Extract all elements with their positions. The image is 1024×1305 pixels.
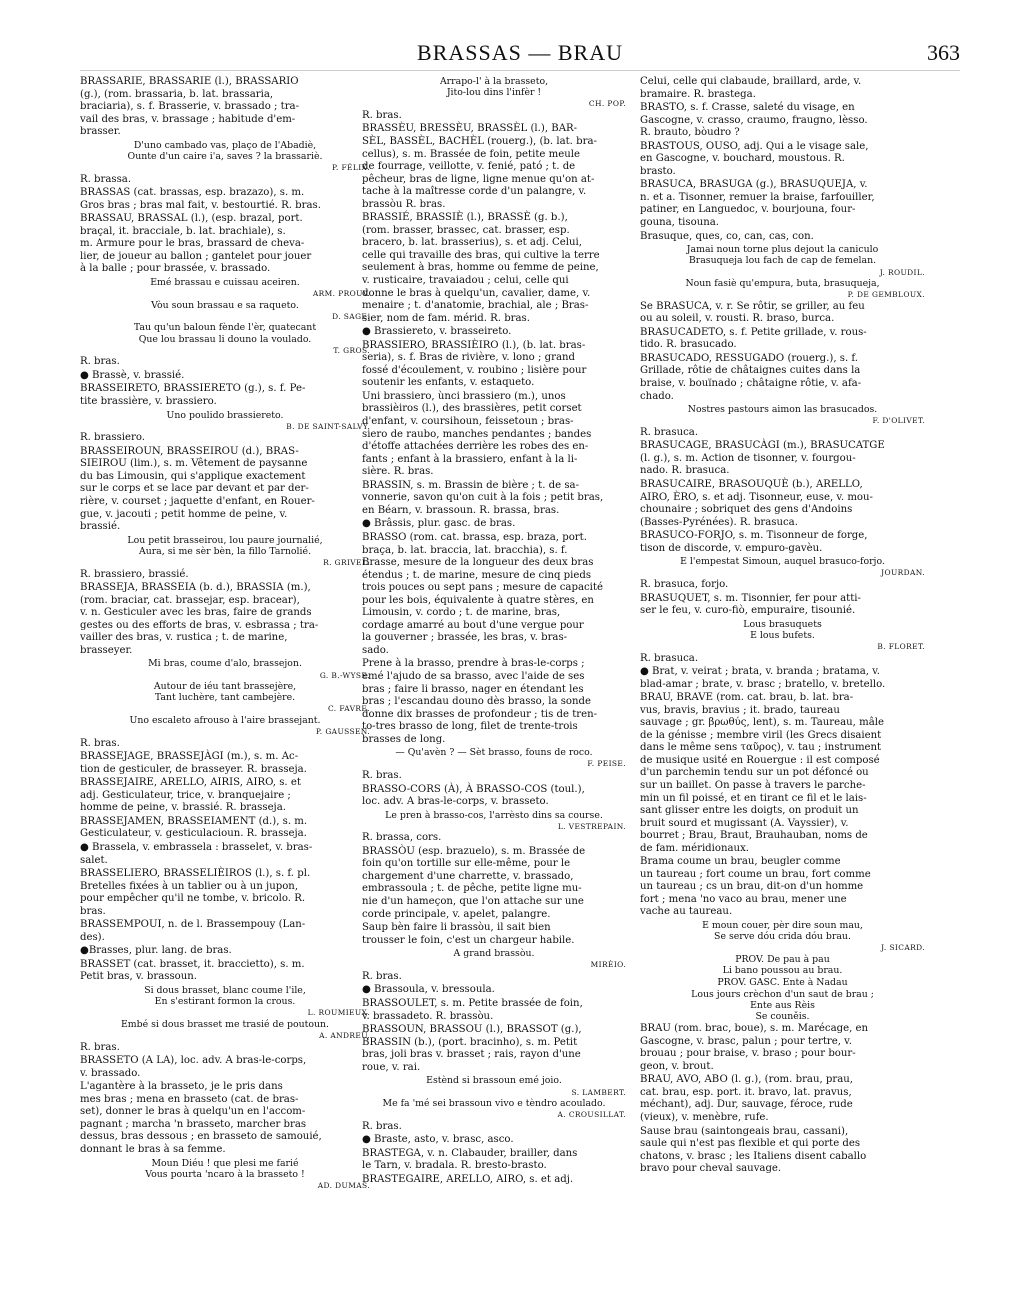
dictionary-entry: BRASUCAIRE, BRASOUQUÈ (b.), ARELLO, AIRO, ÈRO, s. et adj. Tisonneur, euse, v. mou- chounaire ; sobriquet des gens d'Andoins (Basses-Pyrénées). R. brasuca. [640, 478, 873, 528]
dictionary-entry: BRASSEJAIRE, ARELLO, AIRIS, AIRO, s. et adj. Gesticulateur, trice, v. branquejaire ; homme de peine, v. brassié. R. brasseja. [80, 777, 301, 814]
dictionary-entry: Celui, celle qui clabaude, braillard, arde, v. bramaire. R. brastega. [640, 76, 862, 100]
citation-source: J. ROUDIL. [879, 267, 925, 277]
citation-source: B. DE SAINT-SALVY. [286, 421, 370, 431]
dictionary-entry: BRASSOUN, BRASSOU (l.), BRASSOT (g.), BRASSIN (b.), (port. bracinho), s. m. Petit bras, joli bras v. brasset ; rais, rayon d'une roue, v. rai. [362, 1024, 582, 1073]
citation-source: F. D'OLIVET. [872, 416, 925, 426]
citation: Tau qu'un baloun fènde l'èr, quatecant Que lou brassau li douno la voulado. [133, 322, 317, 345]
citation: Estènd si brassoun emé joio. [426, 1075, 562, 1087]
citation: Le pren à brasso-cos, l'arrèsto dins sa course. [385, 809, 603, 821]
citation-source: G. B.-WYSE. [319, 670, 370, 680]
citation: Vòu soun brassau e sa raqueto. [151, 299, 299, 311]
citation-source: L. ROUMIEUX. [307, 1008, 370, 1018]
dictionary-entry: R. brassa. [80, 173, 132, 185]
dictionary-entry: ●Brasses, plur. lang. de bras. [80, 945, 232, 957]
dictionary-entry: ● Brâssis, plur. gasc. de bras. [362, 518, 516, 530]
citation: Noun fasiè qu'empura, buta, brasuqueja, [685, 278, 880, 290]
citation: Jamai noun torne plus dejout la caniculo Brasuqueja lou fach de cap de femelan. [686, 244, 879, 267]
citation: D'uno cambado vas, plaço de l'Abadiè, Ounte d'un caire i'a, saves ? la brassariè. [127, 139, 323, 162]
dictionary-entry: Prene à la brasso, prendre à bras-le-corps ; emé l'ajudo de sa brasso, avec l'aide de ses bras ; faire li brasso, nager en étendant les bras ; l'escandau douno dès brasso, la sonde donne dix brasses de profondeur ; tis de tren- to-tres brasso de long, filet de trente-trois brasses de long. [362, 658, 598, 745]
citation: PROV. De pau à pau Li bano poussou au brau. [722, 953, 843, 977]
citation-source: B. FLORET. [877, 642, 925, 652]
citation: PROV. GASC. Ente à Nadau Lous jours crèchon d'un saut de brau ; Ente aus Rèis Se couněis. [691, 977, 874, 1022]
dictionary-entry: BRASSOULET, s. m. Petite brassée de foin, v. brassadeto. R. brassòu. [362, 998, 583, 1022]
dictionary-entry: R. brassa, cors. [362, 832, 442, 844]
dictionary-entry: BRASSEIROUN, BRASSEIROU (d.), BRAS- SIEIROU (lim.), s. m. Vêtement de paysanne du bas Limousin, qui s'applique exactement sur le corps et se lace par devant et par der- rière, v. courset ; jaquette d'enfant, en Rouer- gue, v. jacouti ; petit homme de peine, v. brassié. [80, 445, 315, 533]
citation: Arrapo-l' à la brasseto, Jito-lou dins l'infèr ! [439, 76, 549, 99]
dictionary-entry: BRASUCADETO, s. f. Petite grillade, v. rous- tido. R. brasucado. [640, 326, 867, 351]
dictionary-entry: BRASSEMPOUI, n. de l. Brassempouy (Lan- des). [80, 919, 306, 943]
citation: Me fa 'mé sei brassoun vivo e tèndro acoulado. [382, 1098, 606, 1109]
citation-source: J. SICARD. [881, 943, 925, 953]
dictionary-entry: BRASSIN, s. m. Brassin de bière ; t. de sa- vonnerie, savon qu'on cuit à la fois ; petit bras, en Béarn, v. brassoun. R. brassa, bras. [362, 479, 604, 516]
citation: Uno poulido brassiereto. [166, 409, 284, 421]
dictionary-entry: L'agantère à la brasseto, je le pris dans mes bras ; mena en brasseto (cat. de bras- set), donner le bras à quelqu'un en l'accom- pagnant ; marcha 'n brasseto, marcher bras dessus, bras dessous ; en brasseto de samouié, donnant le bras à sa femme. [80, 1081, 322, 1156]
dictionary-entry: BRAU, BRAVE (rom. cat. brau, b. lat. bra- vus, bravis, bravius ; it. brado, taureau sauvage ; gr. βρωθύς, lent), s. m. Taureau, mâle de la génisse ; membre viril (les Grecs disaient dans le même sens ταῦρος), v. tau ; instrument de musique usité en Rouergue : il est composé d'un parchemin tendu sur un pot défoncé ou sur un baillet. On passe à travers le parche- min un fil poissé, et en tirant ce fil et le lais- sant glisser entre les doigts, on produit un bruit sourd et mugissant (A. Vayssier), v. bourret ; Brau, Braut, Brauhauban, noms de de fam. méridionaux. [640, 692, 884, 854]
dictionary-entry: Se BRASUCA, v. r. Se rôtir, se griller, au feu ou au soleil, v. rousti. R. braso, burca. [640, 300, 865, 325]
column-left [80, 76, 370, 1301]
dictionary-entry: R. brassiero. [80, 432, 146, 444]
dictionary-entry: R. bras. [362, 109, 402, 121]
dictionary-entry: R. brasuca, forjo. [640, 578, 729, 590]
citation: Moun Diéu ! que plesi me farié Vous pourta 'ncaro à la brasseto ! [145, 1157, 305, 1180]
dictionary-entry: R. bras. [80, 1041, 120, 1053]
citation-source: F. PEISE. [587, 759, 626, 769]
citation-source: S. LAMBERT. [571, 1087, 626, 1097]
dictionary-entry: BRASSEJA, BRASSEIA (b. d.), BRASSIA (m.), (rom. braciar, cat. brassejar, esp. bracear), v. n. Gesticuler avec les bras, faire de grands gestes ou des efforts de bras, v. esbrassa ; tra- vailler des bras, v. rustica ; t. de marine, brasseyer. [80, 582, 319, 656]
citation-source: A. CROUSILLAT. [557, 1110, 626, 1120]
header-rule [80, 70, 960, 71]
dictionary-entry: BRASSO-CORS (À), À BRASSO-COS (toul.), loc. adv. A bras-le-corps, v. brasseto. [362, 783, 585, 808]
citation-source: ARM. PROUV. [312, 289, 370, 299]
citation-source: L. VESTREPAIN. [557, 821, 626, 831]
dictionary-entry: BRAU (rom. brac, boue), s. m. Marécage, en Gascogne, v. brasc, palun ; pour tertre, v. brouau ; pour braise, v. braso ; pour bour- geon, v. brout. [640, 1023, 869, 1072]
dictionary-entry: BRASTEGAIRE, ARELLO, AIRO, s. et adj. [362, 1173, 574, 1185]
dictionary-entry: Brama coume un brau, beugler comme un taureau ; fort coume un brau, fort comme un taureau ; cs un brau, dit-on d'un homme fort ; mena 'no vaco au brau, mener une vache au taureau. [640, 856, 871, 918]
dictionary-entry: ● Brassiereto, v. brasseireto. [362, 326, 512, 338]
dictionary-entry: BRASTOUS, OUSO, adj. Qui a le visage sale, en Gascogne, v. bouchard, moustous. R. brasto. [640, 140, 869, 177]
citation-source: C. FAVRE. [327, 704, 370, 714]
citation: Embé si dous brasset me trasié de poutoun. [120, 1018, 330, 1030]
citation: Lous brasuquets E lous bufets. [743, 618, 822, 641]
dictionary-entry: R. brasuca. [640, 652, 699, 664]
dictionary-entry: R. bras. [80, 737, 120, 749]
dictionary-entry: R. bras. [80, 356, 120, 368]
citation-source: JOURDAN. [881, 568, 925, 578]
dictionary-entry: BRASTO, s. f. Crasse, saleté du visage, en Gascogne, v. crasso, craumo, fraugno, lèsso. R. brauto, bòudro ? [640, 102, 868, 139]
page-number: 363 [927, 40, 960, 65]
dictionary-entry: ● Brassè, v. brassié. [80, 369, 185, 381]
dictionary-entry: BRASSEIRETO, BRASSIERETO (g.), s. f. Pe- tite brassière, v. brassiero. [80, 383, 306, 407]
dictionary-entry: Sause brau (saintongeais brau, cassani), saule qui n'est pas flexible et qui porte des chatons, v. brasc ; les Italiens disent caballo bravo pour cheval sauvage. [640, 1125, 867, 1175]
dictionary-entry: ● Brassoula, v. bressoula. [362, 984, 495, 996]
column-middle [362, 76, 626, 1301]
page-header [80, 40, 960, 70]
dictionary-entry: BRASSAU, BRASSAL (l.), (esp. brazal, port. braçal, it. bracciale, b. lat. brachiale), s. m. Armure pour le bras, brassard de cheva- lier, de joueur au ballon ; gantelet pour jouer à la balle ; pour brassée, v. brassado. [80, 213, 312, 275]
dictionary-entry: ● Brat, v. veirat ; brata, v. branda ; bratama, v. blad-amar ; brate, v. brasc ; bratello, v. bretello. [640, 666, 886, 690]
citation: E moun couer, pèr dire soun mau, Se serve dóu crida dóu brau. [702, 920, 863, 943]
dictionary-entry: BRASUQUET, s. m. Tisonnier, fer pour atti- ser le feu, v. curo-fiò, empuraire, tisounié. [640, 592, 861, 617]
dictionary-entry: R. brasuca. [640, 426, 699, 438]
dictionary-entry: R. bras. [362, 769, 402, 781]
citation-source: A. ANDREU. [319, 1031, 370, 1041]
citation: E l'empestat Simoun, auquel brasuco-forjo. [680, 556, 885, 568]
citation: Si dous brasset, blanc coume l'ile, En s'estirant formon la crous. [144, 985, 306, 1008]
dictionary-entry: BRASSAS (cat. brassas, esp. brazazo), s. m. Gros bras ; bras mal fait, v. bestourtié. R. bras. [80, 187, 321, 211]
dictionary-entry: BRASSÒU (esp. brazuelo), s. m. Brassée de foin qu'on tortille sur elle-même, pour le chargement d'une charrette, v. brassado, embrassoula ; t. de pêche, petite ligne mu- nie d'un hameçon, que l'on attache sur une corde principale, v. apelet, palangre. [362, 845, 586, 920]
dictionary-entry: BRASTEGA, v. n. Clabauder, brailler, dans le Tarn, v. bradala. R. bresto-brasto. [362, 1147, 578, 1172]
citation-source: T. GROS. [333, 345, 370, 355]
dictionary-entry: BRASSELIERO, BRASSELIÈIROS (l.), s. f. pl. Bretelles fixées à un tablier ou à un jupon, pour empêcher qu'il ne tombe, v. bricolo. R. bras. [80, 868, 311, 917]
running-title: BRASSAS — BRAU [417, 40, 623, 65]
citation-source: P. GAUSSEN. [315, 727, 370, 737]
citation: — Qu'avèn ? — Sèt brasso, founs de roco. [395, 747, 593, 759]
dictionary-entry: ● Braste, asto, v. brasc, asco. [362, 1134, 514, 1146]
citation-source: D. SAGE. [332, 311, 370, 321]
citation: Autour de iéu tant brassejère, Tant luchère, tant cambejère. [153, 681, 297, 704]
dictionary-entry: Uni brassiero, ùnci brassiero (m.), unos brassièiros (l.), des brassières, petit corset d'enfant, v. coursihoun, feissetoun ; bras- siero de raubo, manches pendantes ; bandes d'étoffe attachées derrière les robes des en- fants ; enfant à la brassiero, enfant à la li- sière. R. bras. [362, 390, 592, 478]
dictionary-entry: BRAU, AVO, ABO (l. g.), (rom. brau, prau, cat. brau, esp. port. it. bravo, lat. pravus, méchant), adj. Dur, sauvage, féroce, rude (vieux), v. menèbre, rufe. [640, 1074, 854, 1123]
dictionary-entry: BRASUCADO, RESSUGADO (rouerg.), s. f. Grillade, rôtie de châtaignes cuites dans la braise, v. bouïnado ; châtaigne rôtie, v. afa- chado. [640, 352, 862, 402]
dictionary-entry: BRASSARIÉ, BRASSARIÈ (l.), BRASSARIÒ (g.), (rom. brassaria, b. lat. brassaria, braciaria), s. f. Brasserie, v. brassado ; tra- vail des bras, v. brassage ; habitude d'em- brasser. [80, 76, 300, 138]
dictionary-entry: R. brassiero, brassié. [80, 568, 189, 580]
citation: A grand brassòu. [453, 948, 535, 960]
dictionary-entry: BRASSIERO, BRASSIÈIRO (l.), (b. lat. bras- seria), s. f. Bras de rivière, v. lono ; grand fossé d'écoulement, v. roubino ; lisière pour soutenir les enfants, v. estaqueto. [362, 339, 587, 389]
dictionary-entry: BRASSETO (A LA), loc. adv. A bras-le-corps, v. brassado. [80, 1055, 307, 1079]
dictionary-entry: Brasuque, ques, co, can, cas, con. [640, 230, 814, 242]
dictionary-entry: BRASSET (cat. brasset, it. bracciettо), s. m. Petit bras, v. brassoun. [80, 958, 305, 983]
dictionary-entry: BRASSEJAGE, BRASSEJÀGI (m.), s. m. Ac- tion de gesticuler, de brasseyer. R. brasseja. [80, 751, 307, 775]
dictionary-entry: BRASSO (rom. cat. brassa, esp. braza, port. braça, b. lat. braccia, lat. bracchia), s. f. Brasse, mesure de la longueur des deux bras étendus ; t. de marine, mesure de cinq pieds trois pouces ou sept pans ; mesure de capacité pour les bois, équivalente à quatre stères, en Limousin, v. cordo ; t. de marine, bras, cordage amarré au bout d'une vergue pour la gouverner ; brassée, les bras, v. bras- sado. [362, 531, 603, 656]
dictionary-entry: R. bras. [362, 1120, 402, 1132]
citation: Mi bras, coume d'alo, brassejon. [148, 658, 302, 670]
citation-source: P. FÉLIX. [332, 163, 370, 173]
dictionary-entry: Saup bèn faire li brassòu, il sait bien trousser le foin, c'est un chargeur habile. [362, 922, 575, 946]
dictionary-entry: ● Brassela, v. embrassela : brasselet, v. bras- salet. [80, 842, 313, 866]
dictionary-entry: R. bras. [362, 970, 402, 982]
citation-source: MIRÈIO. [590, 960, 626, 970]
dictionary-entry: BRASSIÉ, BRASSIÈ (l.), BRASSÈ (g. b.), (rom. brasser, brassec, cat. brasser, esp. bracero, b. lat. brasserius), s. et adj. Celui, celle qui travaille des bras, qui cultive la terre seulement à bras, homme ou femme de peine, v. rusticaire, travaiadou ; celui, celle qui donne le bras à quelqu'un, cavalier, dame, v. menaire ; t. d'anatomie, brachial, ale ; Bras- sier, nom de fam. mérid. R. bras. [362, 212, 600, 324]
dictionary-entry: BRASSEJAMEN, BRASSEIAMENT (d.), s. m. Gesticulateur, v. gesticulacioun. R. brasseja. [80, 815, 308, 840]
citation-source: R. GRIVEL. [323, 558, 370, 567]
citation: Emé brassau e cuissau aceiren. [150, 277, 300, 289]
citation-source: CH. POP. [588, 99, 626, 109]
citation: Nostres pastours aimon las brasucados. [687, 404, 878, 416]
citation: Lou petit brasseirou, lou paure journalié, Aura, si me sèr bèn, la fillo Tarnolié. [127, 534, 323, 557]
dictionary-entry: BRASUCAGE, BRASUCÀGI (m.), BRASUCATGE (l. g.), s. m. Action de tisonner, v. fourgou- nado. R. brasuca. [640, 440, 885, 477]
dictionary-entry: BRASSÈU, BRESSÈU, BRASSÈL (l.), BAR- SÈL, BASSÈL, BACHÈL (rouerg.), (b. lat. bra- cellus), s. m. Brassée de foin, petite meule de fourrage, veillotte, v. fenié, pató ; t. de pêcheur, bras de ligne, ligne menue qu'on at- tache à la maîtresse corde d'un palangre, v. brassòu R. bras. [362, 123, 597, 210]
citation: Uno escaleto afrouso à l'aire brassejant. [129, 714, 321, 726]
citation-source: AD. DUMAS. [317, 1180, 370, 1190]
column-right [640, 76, 925, 1301]
dictionary-entry: BRASUCO-FORJO, s. m. Tisonneur de forge, tison de discorde, v. empuro-gavèu. [640, 530, 868, 554]
citation-source: P. DE GEMBLOUX. [847, 290, 925, 300]
dictionary-entry: BRASUCA, BRASUGA (g.), BRASUQUEJA, v. n. et a. Tisonner, remuer la braise, farfouiller, patiner, en Languedoc, v. bourjouna, four- gouna, tisouna. [640, 179, 875, 229]
